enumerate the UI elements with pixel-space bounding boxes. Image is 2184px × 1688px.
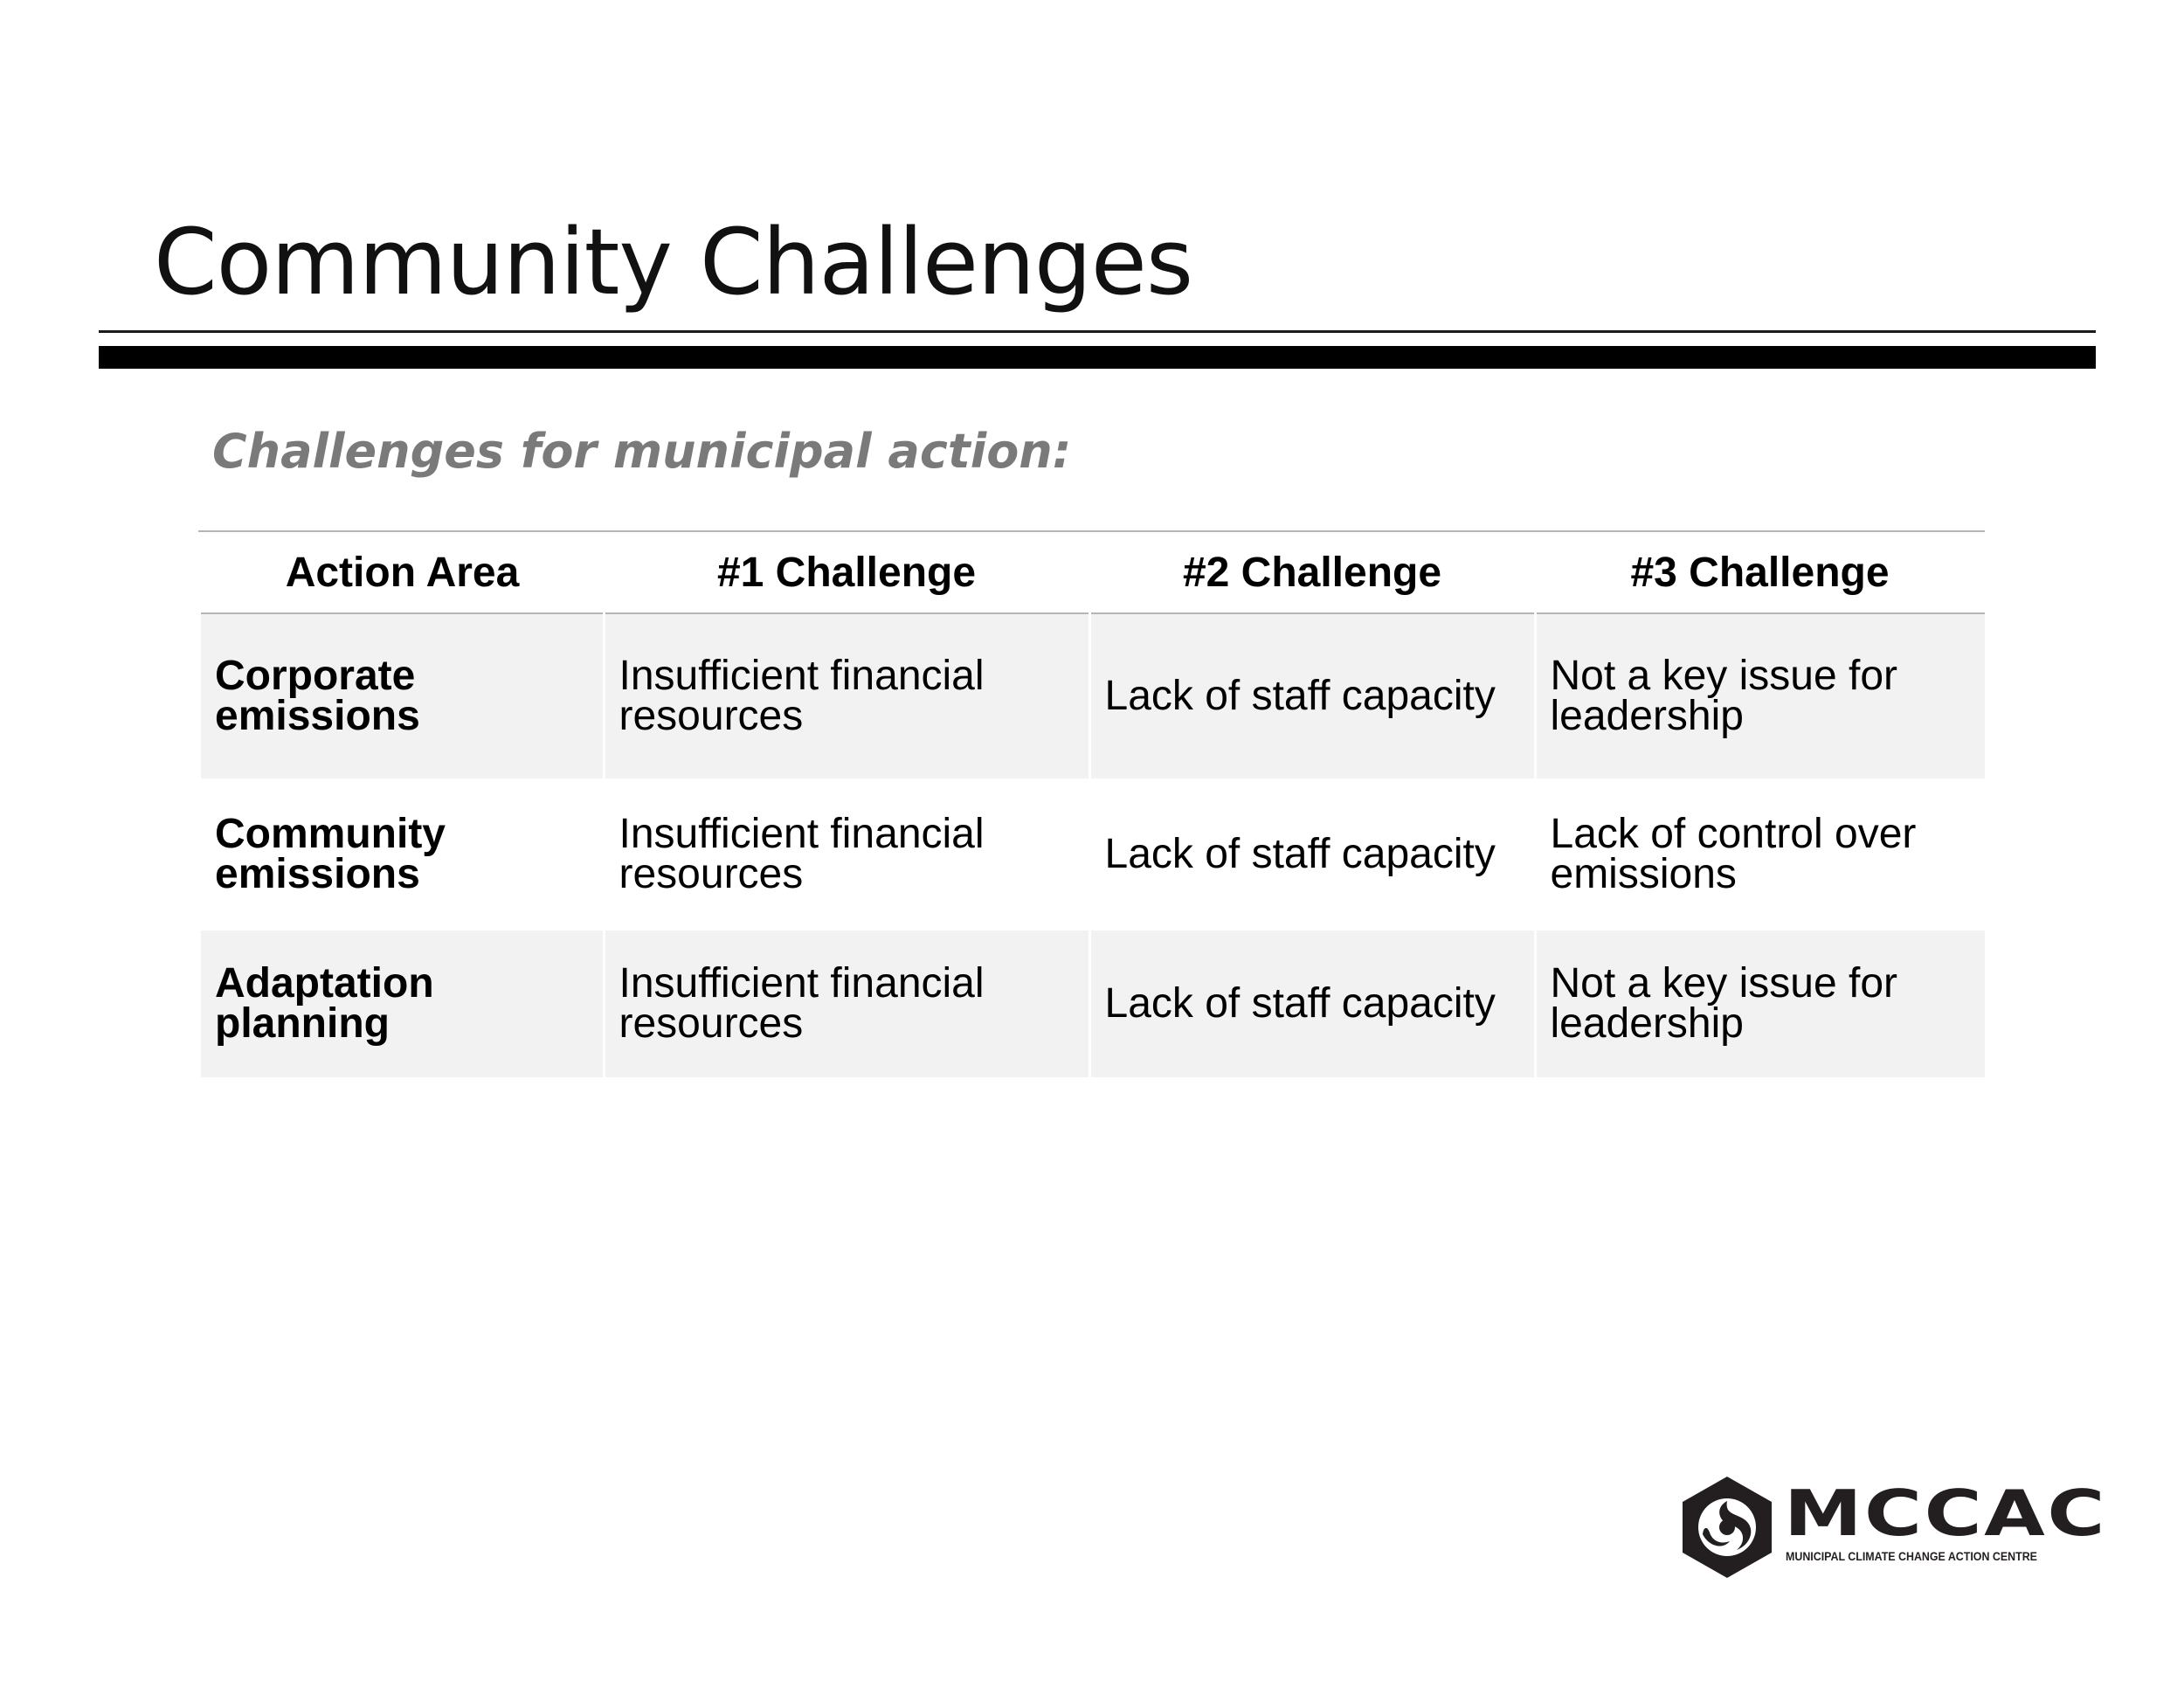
challenge-1-cell: Insufficient financial resources xyxy=(604,930,1089,1077)
logo-tagline: MUNICIPAL CLIMATE CHANGE ACTION CENTRE xyxy=(1786,1550,2037,1563)
challenge-1-cell: Insufficient financial resources xyxy=(604,613,1089,778)
challenge-3-cell: Not a key issue for leadership xyxy=(1535,930,1985,1077)
action-area-cell: Corporate emissions xyxy=(201,613,604,778)
title-rule-thin xyxy=(99,330,2096,333)
table-header-row xyxy=(201,532,1985,613)
slide-title: Community Challenges xyxy=(154,209,1193,315)
header-challenge-2: #2 Challenge xyxy=(1089,532,1535,613)
challenge-2-cell: Lack of staff capacity xyxy=(1089,613,1535,778)
logo-wordmark: MCCAC xyxy=(1784,1477,2107,1550)
challenges-table xyxy=(201,532,1985,1077)
challenge-2-cell: Lack of staff capacity xyxy=(1089,930,1535,1077)
challenge-1-cell: Insufficient financial resources xyxy=(604,778,1089,930)
action-area-cell: Community emissions xyxy=(201,778,604,930)
challenge-3-cell: Lack of control over emissions xyxy=(1550,811,1917,897)
title-rule-thick xyxy=(99,346,2096,369)
header-action-area: Action Area xyxy=(201,532,604,613)
challenge-3-cell: Not a key issue for leadership xyxy=(1535,613,1985,778)
mccac-logo xyxy=(1679,1475,2107,1580)
table-row xyxy=(201,778,1985,930)
action-area-cell: Adaptation planning xyxy=(201,930,604,1077)
slide-subtitle: Challenges for municipal action: xyxy=(212,424,1072,479)
table-row xyxy=(201,930,1985,1077)
header-challenge-3: #3 Challenge xyxy=(1535,532,1985,613)
challenge-2-cell: Lack of staff capacity xyxy=(1089,778,1535,930)
table-row xyxy=(201,613,1985,778)
hexagon-swirl-icon xyxy=(1679,1475,1775,1580)
header-challenge-1: #1 Challenge xyxy=(604,532,1089,613)
